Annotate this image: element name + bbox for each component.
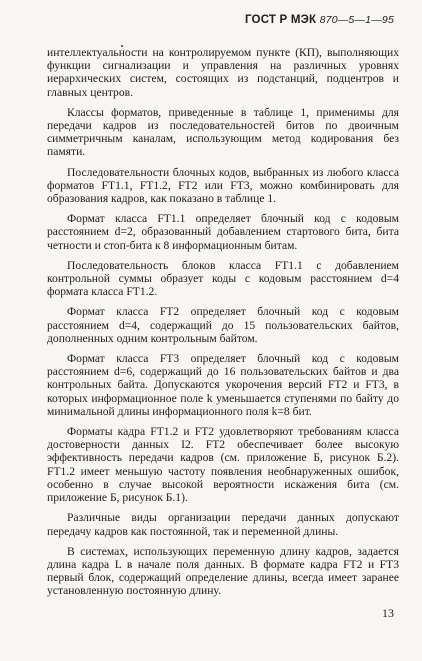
header-iec: МЭК (290, 14, 317, 26)
page-header (245, 14, 394, 26)
paragraph: Последовательности блочных кодов, выбранных из любого класса форматов FT1.1, FT1.2, FT2 или FT3, можно комбинировать для образования кадров, как показано в таблице 1. (47, 165, 399, 206)
paragraph-continuation: интеллектуальности на контролируемом пункте (КП), выполняющих функции сигнализации и управления на различных уровнях иерархических систем, состоящих из подстанций, подцентров и главных центров. (47, 46, 399, 99)
paragraph: Формат класса FT1.1 определяет блочный код с кодовым расстоянием d=2, образованный добавлением стартового бита, бита четности и стоп-бита к 8 информационным битам. (47, 212, 399, 252)
paragraph: Формат класса FT2 определяет блочный код с кодовым расстоянием d=4, содержащий до 15 пользовательских байтов, дополненных одним контрольным байтом. (47, 305, 399, 345)
body-text (47, 46, 399, 605)
header-gost: ГОСТ Р (244, 14, 288, 26)
paragraph: Классы форматов, приведенные в таблице 1, применимы для передачи кадров из последовательностей битов по двоичным симметричным каналам, использующим метод кодирования без памяти. (47, 105, 399, 159)
paragraph: Формат класса FT3 определяет блочный код с кодовым расстоянием d=6, содержащий до 16 пользовательских байтов и два контрольных байта. Допускаются укорочения версий FT2 и FT3, в которых информационное поле k уменьшается ступенями по байту до минимальной длины информационного поля k=8 бит. (47, 352, 399, 418)
paragraph: Различные виды организации передачи данных допускают передачу кадров как постоянной, так и переменной длины. (47, 511, 399, 538)
paragraph: Последовательность блоков класса FT1.1 с добавлением контрольной суммы образует коды с кодовым расстоянием d=4 формата класса FT1.2. (47, 258, 399, 299)
page-number: 13 (382, 606, 394, 620)
paragraph: В системах, использующих переменную длину кадров, задается длина кадра L в начале поля данных. В формате кадра FT2 и FT3 первый блок, содержащий определение длины, всегда имеет заранее установленную постоянную длину. (47, 544, 399, 598)
paragraph: Форматы кадра FT1.2 и FT2 удовлетворяют требованиям класса достоверности данных I2. FT2 обеспечивает более высокую эффективность передачи кадров (см. приложение Б, рисунок Б.2). FT1.2 имеет меньшую частоту появления необнаруженных ошибок, особенно в случае высокой вероятности искажения бита (см. приложение Б, рисунок Б.1). (47, 425, 399, 505)
header-standard-number: 870—5—1—95 (319, 14, 394, 26)
